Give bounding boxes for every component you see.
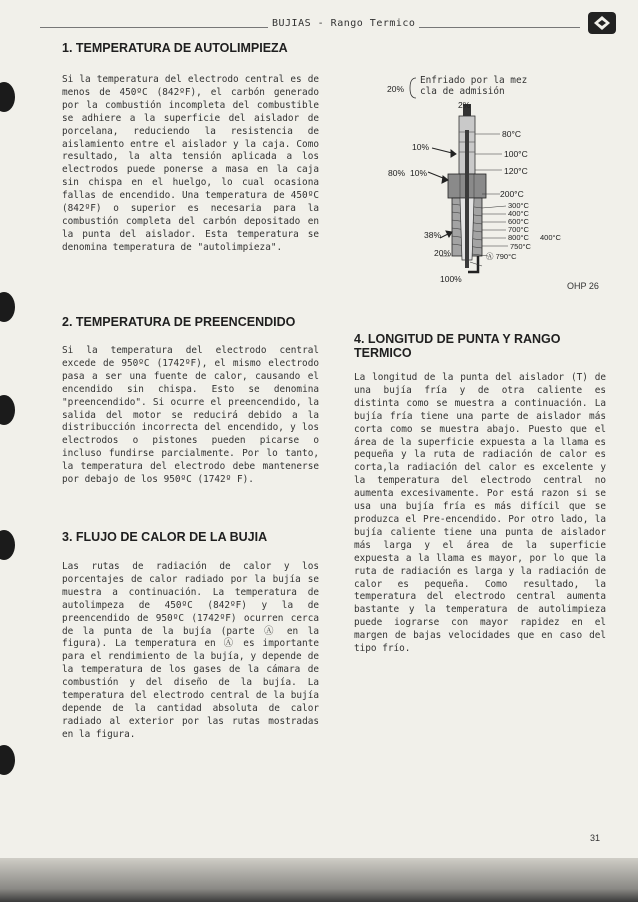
section-2-text: Si la temperatura del electrodo central excede de 950ºC (1742ºF), el mismo electrodo pasa a ser una fuente de calor, causando el encendido sin chispa. Esto se denomina "preencendido". Si ocurre el preencendido, la salida del motor se reducirá debido a la distribucción incorrecta del encendido, y los electrodos o pistones pueden picarse o incluso fundirse parcialmente. Por lo tanto, la temperatura del electrodo debe mantenerse por debajo de los 950ºC (1742º F).	[62, 345, 319, 486]
temp-label-700: 700°C	[508, 225, 529, 234]
cooling-note-line-2: cla de admisión	[420, 86, 505, 97]
brand-logo-icon	[588, 12, 616, 34]
temp-label-200: 200°C	[500, 189, 524, 199]
temp-label-600: 600°C	[508, 217, 529, 226]
temp-label-400: 400°C	[508, 209, 529, 218]
spark-plug-heat-flow-diagram	[387, 70, 610, 290]
temp-label-120: 120°C	[504, 166, 528, 176]
percent-label-80: 80%	[388, 168, 406, 178]
temp-label-800: 800°C	[508, 233, 529, 242]
section-1-heading: 1. TEMPERATURA DE AUTOLIMPIEZA	[62, 41, 288, 55]
temp-label-80: 80°C	[502, 129, 521, 139]
temp-label-400-b: 400°C	[540, 233, 561, 242]
binder-hole	[0, 292, 15, 322]
temp-label-100: 100°C	[504, 149, 528, 159]
header-title: BUJIAS - Rango Termico	[268, 18, 419, 29]
scan-bottom-edge	[0, 858, 638, 902]
section-4-heading: 4. LONGITUD DE PUNTA Y RANGO TERMICO	[354, 332, 561, 360]
cooling-note-line-1: Enfriado por la mez	[420, 75, 528, 86]
temp-label-750: 750°C	[510, 242, 531, 251]
section-4-text: La longitud de la punta del aislador (T) de una bujía fría y de otra caliente es distinta como se muestra a continuación. La bujía fría tiene una parte de aislador más corta como se muestra abajo. Puesto que el área de la superficie expuesta a la llama es pequeña y la ruta de radiación de calor es corta,la radiación del calor es excelente y la temperatura del electrodo central no aumenta excesivamente. Por está razon si se usa una bujía fría es más difícil que se produzca el Pre-encendido. Por otro lado, la bujía caliente tiene una punta de aislador más larga y el área de la superficie expuesta a la llama es mayor, por lo que la ruta de radiación es larga y la radiación de calor es pequeña. Como resultado, la temperatura del electrodo central aumenta bastante y la temperatura de autolimpieza puede iograrse con mayor rapidez en el margen de bajas velocidades que en caso del tipo frío.	[354, 372, 606, 655]
binder-hole	[0, 745, 15, 775]
figure-code: OHP 26	[567, 281, 599, 291]
percent-label-38: 38%	[424, 230, 442, 240]
percent-label-100: 100%	[440, 274, 462, 284]
temp-label-300: 300°C	[508, 201, 529, 210]
percent-label-2: 2%	[458, 100, 471, 110]
page-number: 31	[590, 833, 601, 843]
temp-label-790: Ⓐ 790°C	[486, 252, 517, 261]
binder-hole	[0, 395, 15, 425]
percent-label-20-top: 20%	[387, 84, 405, 94]
percent-label-20-low: 20%	[434, 248, 452, 258]
section-2-heading: 2. TEMPERATURA DE PREENCENDIDO	[62, 315, 296, 329]
section-3-heading: 3. FLUJO DE CALOR DE LA BUJIA	[62, 530, 268, 544]
section-1-text: Si la temperatura del electrodo central es de menos de 450ºC (842ºF), el carbón generado por la combustión incompleta del combustible se adhiere a la superficie del aislador de porcelana, reduciendo la resistencia de aislamiento entre el aislador y la caja. Como resultado, la alta tensión aplicada a los electrodos puede ponerse a masa en la caja sin chispa en el huelgo, lo cual ocasiona fallas de encendido. Una temperatura de 450ºC (842ºF) o superior es necesaria para la combustión completa del carbón depositado en la punta del aislador. Esta temperatura se denomina temperatura de "autolimpieza".	[62, 74, 319, 253]
section-3-text: Las rutas de radiación de calor y los porcentajes de calor radiado por la bujía se muestra a continuación. La temperatura de autolimpeza de 450ºC (842ºF) y la de preencendido de 950ºC (1742ºF) ocurren cerca de la punta de la bujía (parte Ⓐ en la figura). La temperatura en Ⓐ es importante para el rendimiento de la bujía, y depende de la temperatura de los gases de la cámara de combustión y del diseño de la bujía. La temperatura del electrodo central de la bujía depende de la cantidad absoluta de calor radiado al exterior por las rutas mostradas en la figura.	[62, 561, 319, 740]
percent-label-10-a: 10%	[412, 142, 430, 152]
binder-hole	[0, 82, 15, 112]
binder-hole	[0, 530, 15, 560]
percent-label-10-b: 10%	[410, 168, 428, 178]
